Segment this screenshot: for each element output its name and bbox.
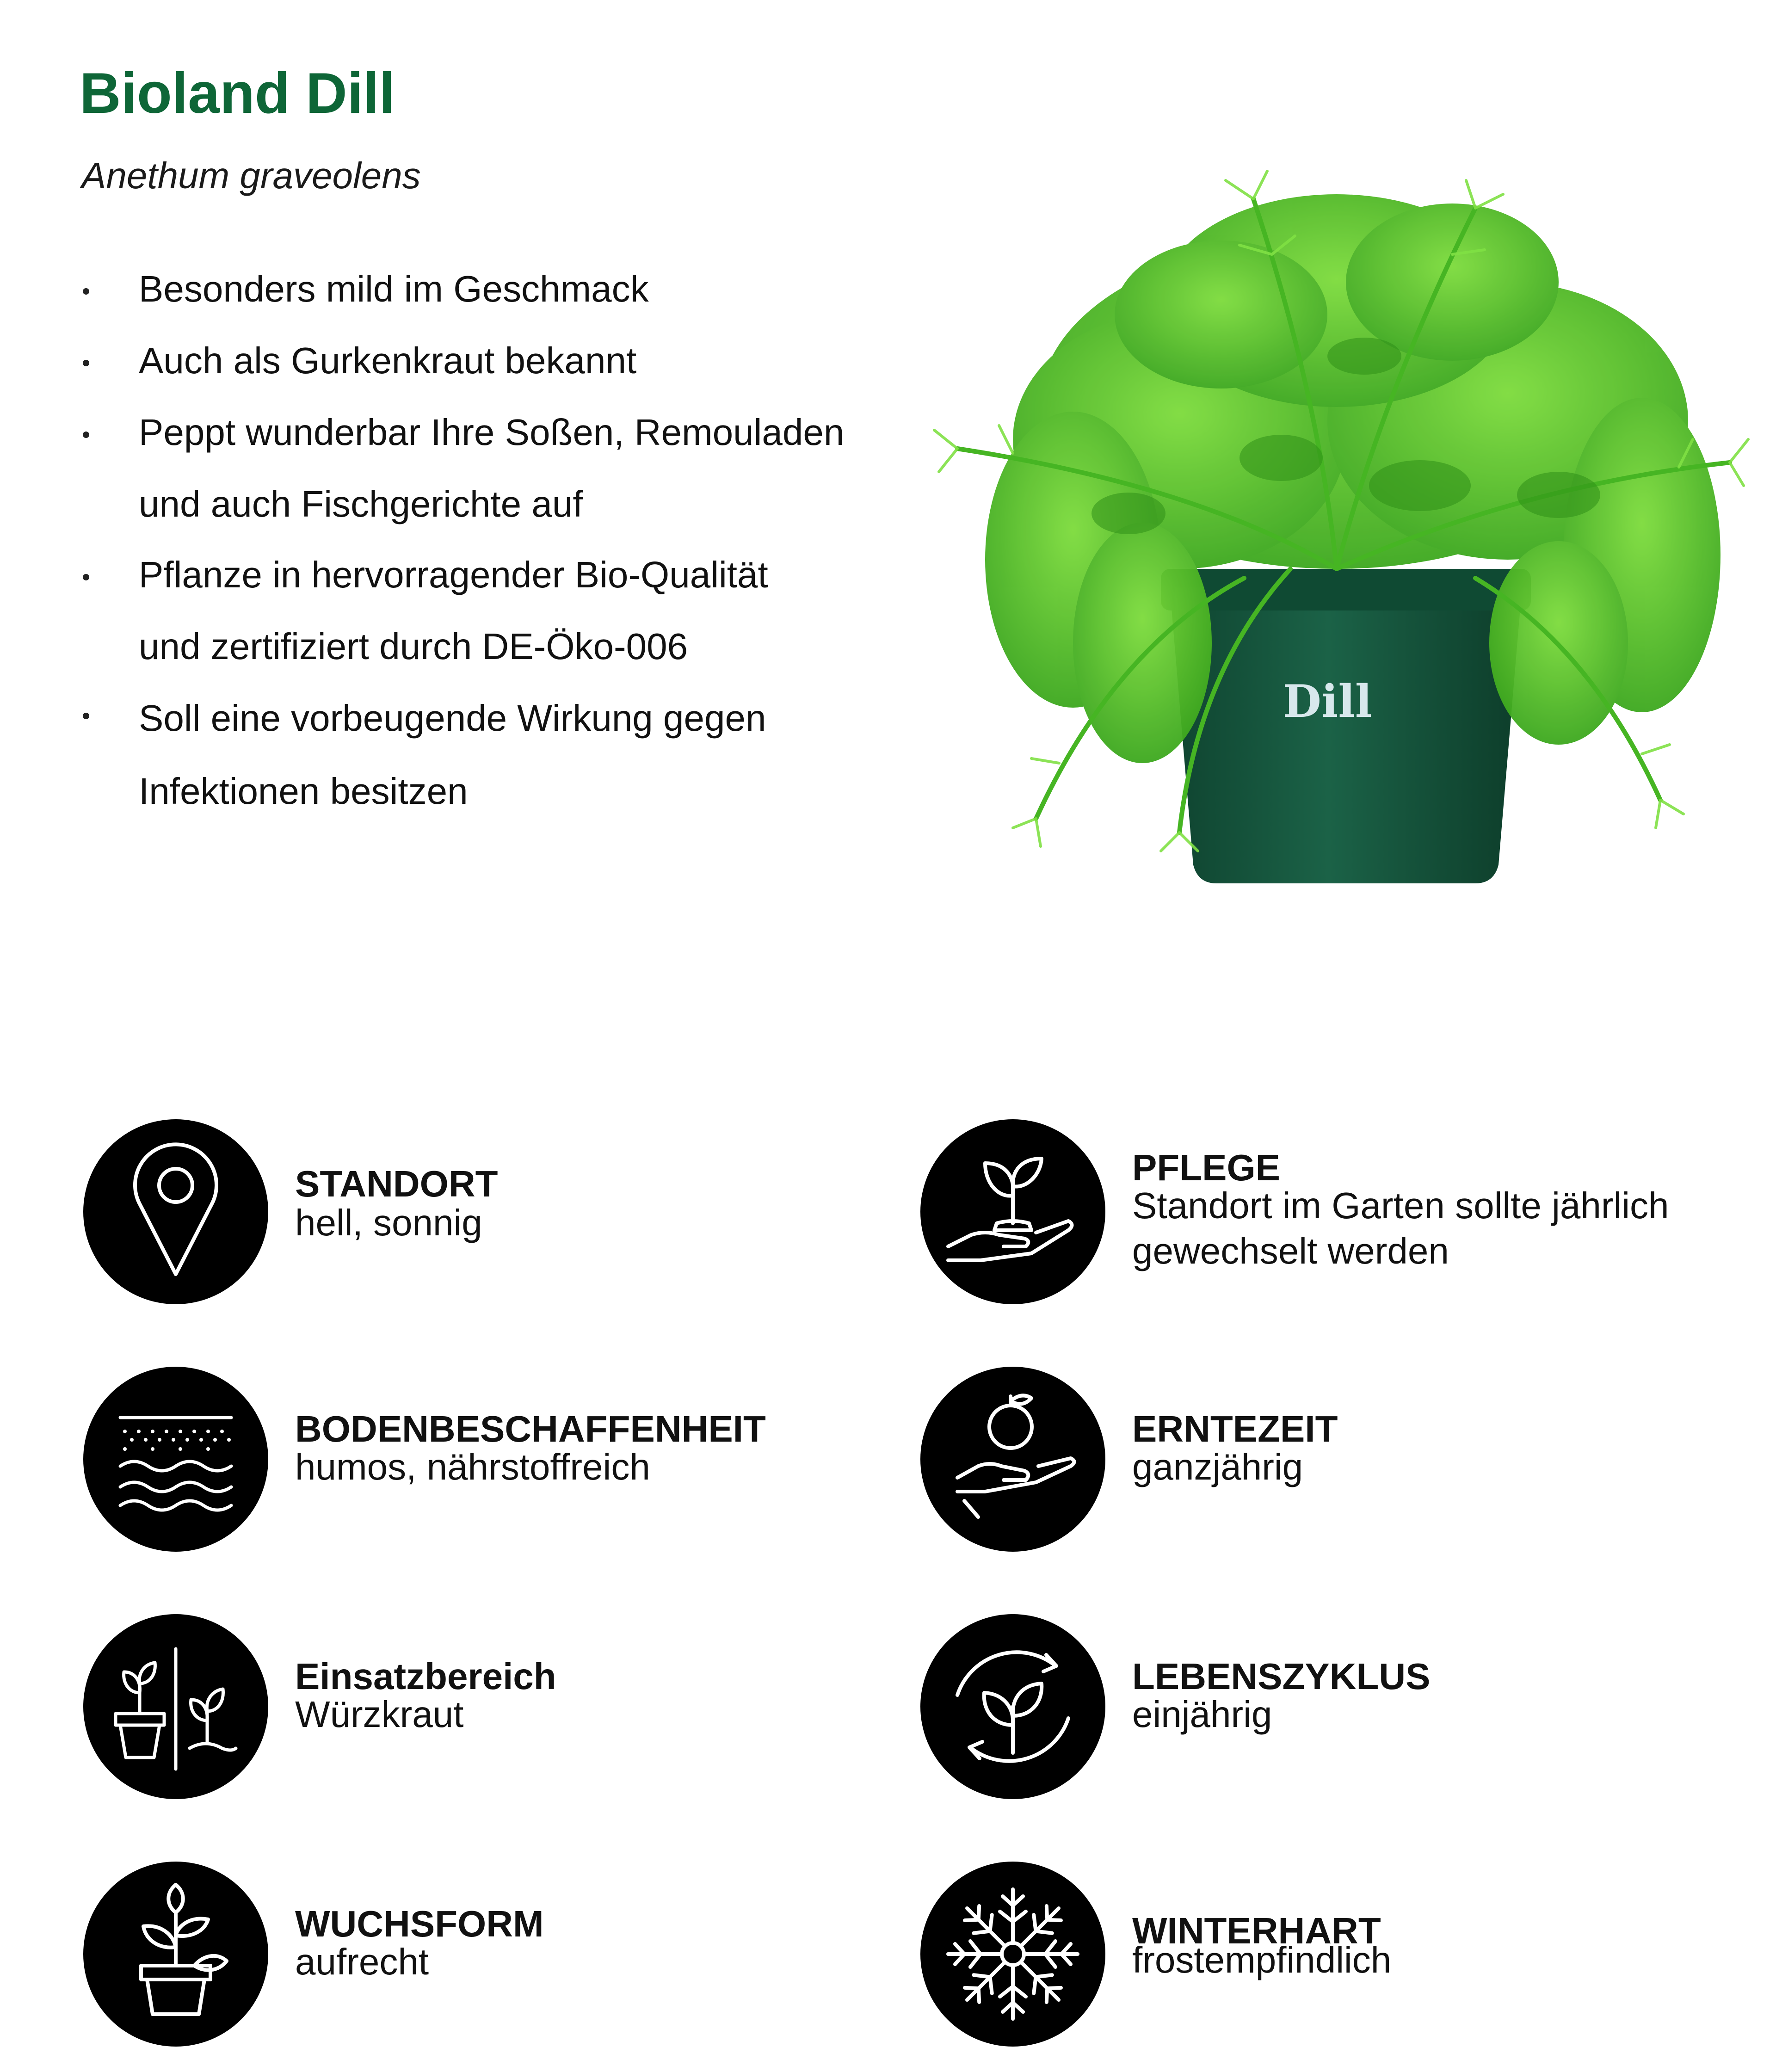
attribute-value: humos, nährstoffreich xyxy=(295,1446,650,1487)
attribute-title: PFLEGE xyxy=(1132,1147,1281,1188)
feature-text: Soll eine vorbeugende Wirkung gegen xyxy=(139,697,766,739)
feature-text: Peppt wunderbar Ihre Soßen, Remouladen xyxy=(139,412,845,453)
attribute-value: hell, sonnig xyxy=(295,1202,482,1243)
bullet-icon xyxy=(83,432,89,438)
harvest-hand-icon xyxy=(920,1367,1105,1552)
attribute-standort xyxy=(83,1119,925,1304)
pot-rim xyxy=(1161,569,1531,610)
attribute-lebenszyklus xyxy=(920,1614,1762,1799)
bullet-icon xyxy=(83,360,89,366)
icon-circle xyxy=(920,1614,1105,1799)
pot-body xyxy=(1170,592,1522,883)
icon-circle xyxy=(920,1862,1105,2047)
product-title: Bioland Dill xyxy=(80,62,395,125)
attribute-value: aufrecht xyxy=(295,1941,429,1982)
bullet-icon xyxy=(83,574,89,580)
attribute-title: BODENBESCHAFFENHEIT xyxy=(295,1408,766,1449)
attribute-einsatzbereich xyxy=(83,1614,925,1799)
potted-dill-illustration xyxy=(920,162,1753,893)
icon-circle xyxy=(83,1119,268,1304)
feature-text: Auch als Gurkenkraut bekannt xyxy=(139,340,637,381)
feature-text-continued: und auch Fischgerichte auf xyxy=(139,483,583,524)
attribute-erntezeit xyxy=(920,1367,1762,1552)
attribute-value: einjährig xyxy=(1132,1694,1272,1735)
attribute-boden xyxy=(83,1367,925,1552)
icon-circle xyxy=(920,1367,1105,1552)
attribute-winterhart xyxy=(920,1862,1762,2047)
attribute-title: STANDORT xyxy=(295,1163,498,1204)
icon-circle xyxy=(83,1367,268,1552)
attribute-value: Würzkraut xyxy=(295,1694,464,1735)
icon-circle xyxy=(83,1614,268,1799)
attribute-value: ganzjährig xyxy=(1132,1446,1303,1487)
attribute-title: ERNTEZEIT xyxy=(1132,1408,1338,1449)
seedling-hand-icon xyxy=(920,1119,1105,1304)
soil-layers-icon xyxy=(83,1367,268,1552)
latin-name: Anethum graveolens xyxy=(81,155,421,196)
product-image xyxy=(920,162,1753,893)
attribute-title: Einsatzbereich xyxy=(295,1656,556,1697)
attribute-value: frostempfindlich xyxy=(1132,1939,1392,1980)
feature-item xyxy=(0,695,906,815)
attribute-wuchsform xyxy=(83,1862,925,2047)
attribute-title: WUCHSFORM xyxy=(295,1903,544,1944)
feature-text: Pflanze in hervorragender Bio-Qualität xyxy=(139,554,768,595)
icon-circle xyxy=(83,1862,268,2047)
bullet-icon xyxy=(83,713,89,719)
feature-text-continued: Infektionen besitzen xyxy=(139,771,468,812)
attribute-pflege xyxy=(920,1119,1762,1304)
pot-and-ground-icon xyxy=(83,1614,268,1799)
attribute-title: LEBENSZYKLUS xyxy=(1132,1656,1431,1697)
lifecycle-icon xyxy=(920,1614,1105,1799)
attribute-value-continued: gewechselt werden xyxy=(1132,1230,1449,1271)
feature-item xyxy=(0,338,906,384)
location-pin-icon xyxy=(83,1119,268,1304)
attribute-title: WINTERHART xyxy=(1132,1910,1381,1951)
bullet-icon xyxy=(83,288,89,295)
icon-circle xyxy=(920,1119,1105,1304)
feature-item xyxy=(0,409,906,530)
potted-plant-icon xyxy=(83,1862,268,2047)
snowflake-icon xyxy=(920,1862,1105,2047)
feature-item xyxy=(0,552,906,672)
feature-text: Besonders mild im Geschmack xyxy=(139,268,649,309)
feature-item xyxy=(0,266,906,312)
pot-label: Dill xyxy=(1283,675,1372,728)
feature-text-continued: und zertifiziert durch DE-Öko-006 xyxy=(139,626,688,667)
attribute-value: Standort im Garten sollte jährlich xyxy=(1132,1185,1669,1226)
